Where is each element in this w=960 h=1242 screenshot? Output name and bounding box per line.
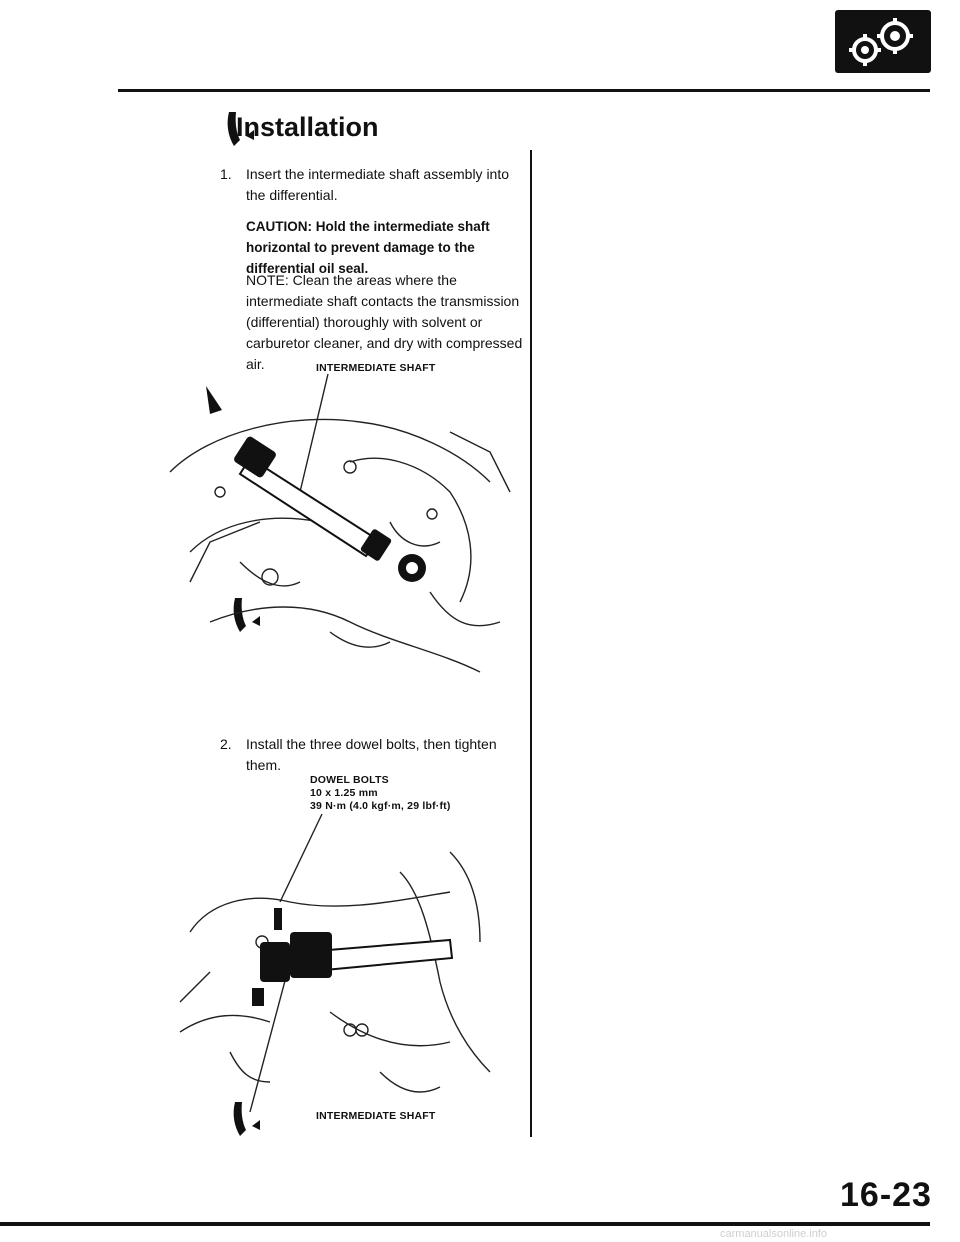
step-2 (220, 734, 526, 776)
section-title: Installation (236, 112, 379, 142)
column-divider (530, 150, 532, 1137)
dowel-bolts-label: DOWEL BOLTS (310, 774, 389, 786)
figure1-illustration (150, 372, 530, 682)
dowel-bolts-size-spec: 10 x 1.25 mm (310, 787, 378, 799)
figure2-illustration (150, 812, 530, 1122)
figure1-callout-label: INTERMEDIATE SHAFT (316, 362, 436, 374)
footer-rule (0, 1222, 930, 1226)
transmission-gear-icon (835, 10, 931, 73)
figure2-shaft-label: INTERMEDIATE SHAFT (316, 1110, 436, 1122)
header-rule (118, 89, 930, 92)
page-number: 16-23 (840, 1176, 932, 1214)
step-text: Insert the intermediate shaft assembly into the differential. (246, 166, 510, 203)
step-number: 1. (220, 166, 232, 182)
step-number: 2. (220, 736, 232, 752)
dowel-bolts-torque-spec: 39 N·m (4.0 kgf·m, 29 lbf·ft) (310, 800, 451, 812)
step-text: Install the three dowel bolts, then tighten them. (246, 736, 497, 773)
watermark-text: carmanualsonline.info (720, 1228, 828, 1240)
note-text: NOTE: Clean the areas where the intermediate shaft contacts the transmission (differential) thoroughly with solvent or carburetor cleaner, and dry with compressed air. (246, 272, 523, 372)
caution-text: CAUTION: Hold the intermediate shaft horizontal to prevent damage to the differential oil seal. (246, 219, 490, 276)
step-1 (220, 164, 526, 206)
